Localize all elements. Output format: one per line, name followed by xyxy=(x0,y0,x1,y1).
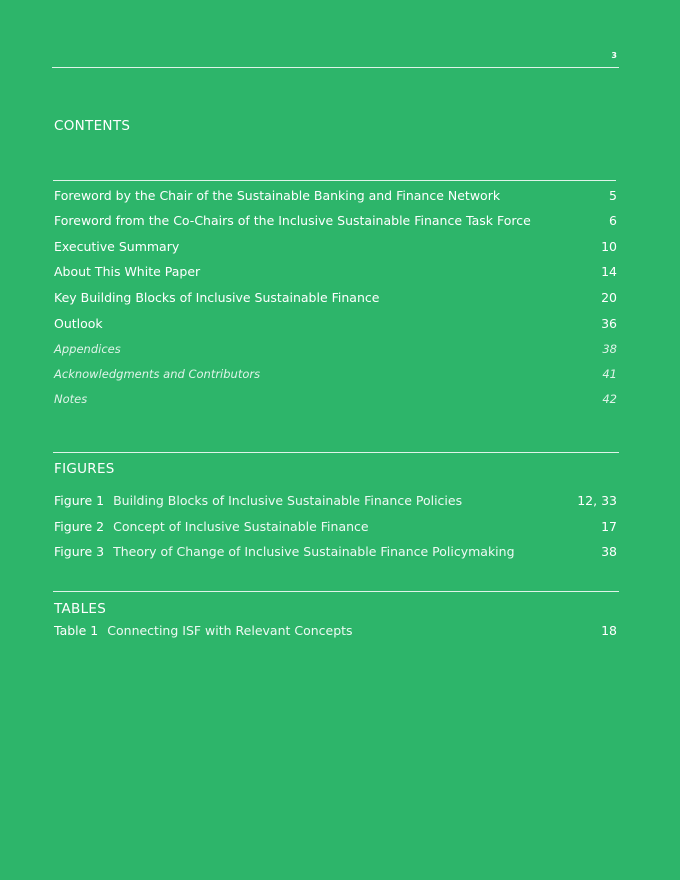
toc-entry-title: Outlook xyxy=(54,316,103,331)
toc-entry-title: Acknowledgments and Contributors xyxy=(54,367,261,381)
toc-entry-title: Appendices xyxy=(54,342,121,356)
table-page: 18 xyxy=(601,623,617,638)
figure-title: Building Blocks of Inclusive Sustainable Finance Policies xyxy=(113,493,463,508)
table-label: Table 1 xyxy=(54,623,99,638)
toc-entry-page: 10 xyxy=(601,239,617,254)
toc-entry[interactable] xyxy=(54,342,617,356)
toc-entry-page: 41 xyxy=(602,367,617,381)
toc-entry-page: 36 xyxy=(601,316,617,331)
figure-title: Theory of Change of Inclusive Sustainable Finance Policymaking xyxy=(113,544,515,559)
figure-page: 12, 33 xyxy=(577,493,617,508)
table-title: Connecting ISF with Relevant Concepts xyxy=(107,623,353,638)
toc-entry-title: Foreword by the Chair of the Sustainable Banking and Finance Network xyxy=(54,188,501,203)
top-divider xyxy=(52,67,619,68)
toc-entry[interactable] xyxy=(54,316,617,331)
tables-divider xyxy=(53,591,619,592)
toc-entry-title: About This White Paper xyxy=(54,264,201,279)
figure-title: Concept of Inclusive Sustainable Finance xyxy=(113,519,369,534)
toc-entry-page: 14 xyxy=(601,264,617,279)
toc-entry-page: 5 xyxy=(609,188,617,203)
figures-heading: FIGURES xyxy=(54,461,115,477)
toc-entry-title: Notes xyxy=(54,392,88,406)
toc-entry-page: 38 xyxy=(602,342,617,356)
toc-entry[interactable] xyxy=(54,239,617,254)
toc-entry[interactable] xyxy=(54,367,617,381)
toc-entry-title: Foreword from the Co-Chairs of the Inclusive Sustainable Finance Task Force xyxy=(54,213,531,228)
figure-label: Figure 2 xyxy=(54,519,105,534)
contents-divider xyxy=(53,180,616,181)
figures-divider xyxy=(53,452,619,453)
toc-entry-page: 6 xyxy=(609,213,617,228)
toc-entry-title: Executive Summary xyxy=(54,239,180,254)
table-entry[interactable] xyxy=(54,623,617,638)
toc-entry-page: 42 xyxy=(602,392,617,406)
toc-entry[interactable] xyxy=(54,213,617,228)
figure-entry[interactable] xyxy=(54,544,617,559)
figure-page: 38 xyxy=(601,544,617,559)
toc-entry[interactable] xyxy=(54,264,617,279)
figure-entry[interactable] xyxy=(54,519,617,534)
toc-entry[interactable] xyxy=(54,188,617,203)
figure-label: Figure 1 xyxy=(54,493,105,508)
figure-page: 17 xyxy=(601,519,617,534)
figure-entry[interactable] xyxy=(54,493,617,508)
figure-label: Figure 3 xyxy=(54,544,105,559)
toc-entry-page: 20 xyxy=(601,290,617,305)
toc-entry[interactable] xyxy=(54,392,617,406)
toc-entry[interactable] xyxy=(54,290,617,305)
toc-entry-title: Key Building Blocks of Inclusive Sustainable Finance xyxy=(54,290,380,305)
contents-heading: CONTENTS xyxy=(54,118,131,134)
page-number: 3 xyxy=(611,51,617,60)
tables-heading: TABLES xyxy=(54,601,107,617)
